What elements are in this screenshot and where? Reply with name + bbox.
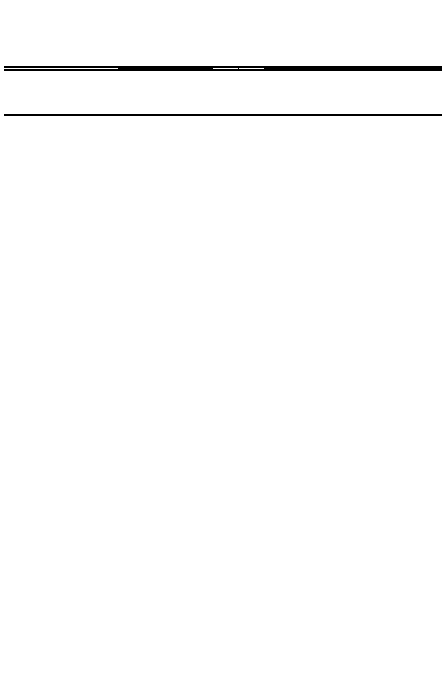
- model-header: [4, 67, 118, 70]
- illus-sec-header: [238, 69, 264, 71]
- table-header: [0, 66, 446, 71]
- pct-converter-header: [354, 69, 442, 70]
- cyl-header: [118, 69, 130, 71]
- ident-header: [154, 69, 190, 71]
- type-header: [190, 69, 212, 71]
- list-header: [212, 69, 238, 71]
- year-rule: [4, 114, 442, 116]
- converter-header: [264, 69, 354, 70]
- cc-header: [130, 69, 154, 70]
